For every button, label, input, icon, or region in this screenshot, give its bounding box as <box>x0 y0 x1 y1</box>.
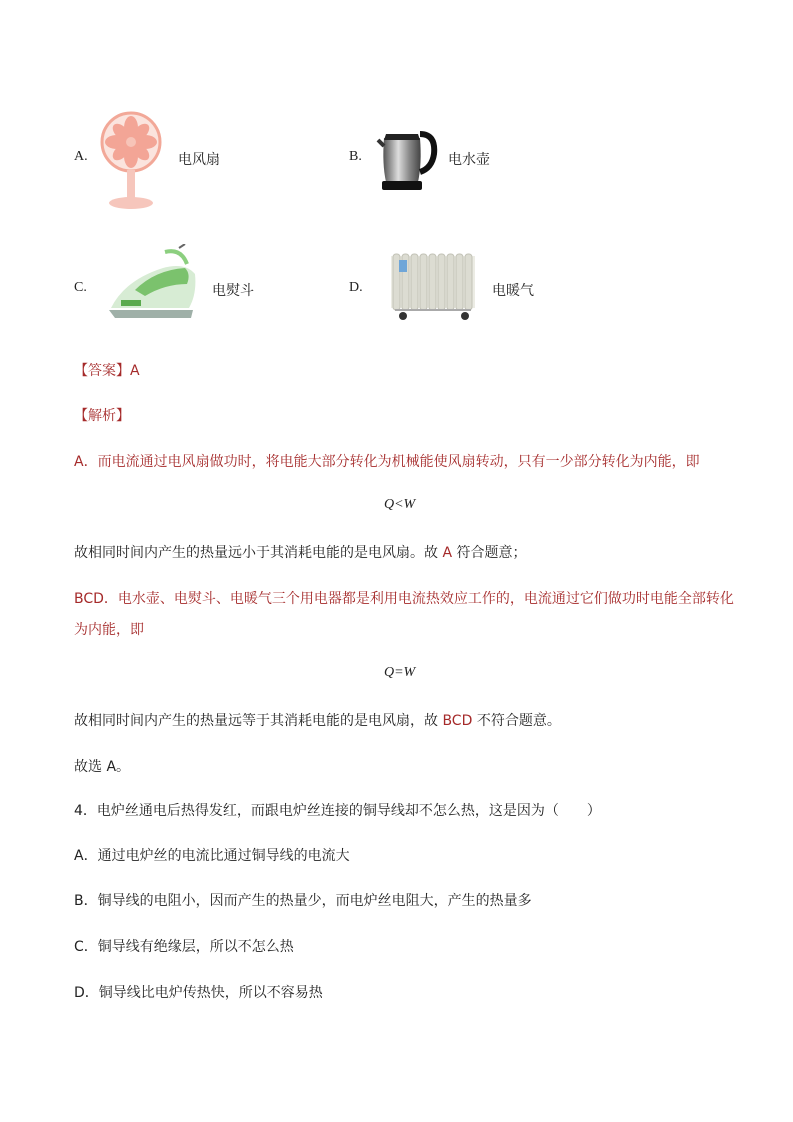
option-d-label: 电暖气 <box>492 283 534 299</box>
question4-choice-a: A．通过电炉丝的电流比通过铜导线的电流大 <box>74 848 350 864</box>
option-b-letter: B. <box>349 149 362 164</box>
a-conclusion-part2: A <box>442 545 453 561</box>
bcd-conclusion-part2: BCD <box>442 713 473 729</box>
option-c-letter: C. <box>74 280 87 295</box>
question4-stem: 4．电炉丝通电后热得发红，而跟电炉丝连接的铜导线却不怎么热，这是因为（ ） <box>74 803 601 819</box>
analysis-bcd-text-2: 为内能，即 <box>74 622 144 638</box>
answer-line <box>74 360 140 380</box>
formula-q-less-w: Q<W <box>384 497 416 512</box>
formula-q-equals-w: Q=W <box>384 665 416 680</box>
answer-value: A <box>130 363 140 379</box>
answer-tag: 【答案】 <box>74 363 130 379</box>
a-conclusion-part3: 符合题意； <box>452 545 527 561</box>
bcd-conclusion-part3: 不符合题意。 <box>472 713 561 729</box>
option-a-letter: A. <box>74 149 88 164</box>
option-b-label: 电水壶 <box>448 152 490 168</box>
question4-choice-b: B．铜导线的电阻小，因而产生的热量少，而电炉丝电阻大，产生的热量多 <box>74 893 532 909</box>
analysis-final: 故选 A。 <box>74 759 131 775</box>
question4-choice-c: C．铜导线有绝缘层，所以不怎么热 <box>74 939 294 955</box>
iron-image <box>105 244 201 326</box>
option-d-letter: D. <box>349 280 363 295</box>
kettle-image <box>376 124 438 192</box>
heater-image <box>385 250 481 322</box>
option-c-label: 电熨斗 <box>212 283 254 299</box>
a-conclusion-part1: 故相同时间内产生的热量远小于其消耗电能的是电风扇。故 <box>74 545 443 561</box>
question4-choice-d: D．铜导线比电炉传热快，所以不容易热 <box>74 985 323 1001</box>
analysis-a-text: A．而电流通过电风扇做功时，将电能大部分转化为机械能使风扇转动，只有一少部分转化为内能，即 <box>74 454 700 470</box>
fan-image <box>100 108 162 212</box>
analysis-a-conclusion <box>74 542 526 562</box>
analysis-bcd-conclusion <box>74 710 561 730</box>
bcd-conclusion-part1: 故相同时间内产生的热量远等于其消耗电能的是电风扇，故 <box>74 713 443 729</box>
option-a-label: 电风扇 <box>178 152 220 168</box>
analysis-tag: 【解析】 <box>74 408 130 424</box>
analysis-bcd-text-1: BCD．电水壶、电熨斗、电暖气三个用电器都是利用电流热效应工作的，电流通过它们做功时电能全部转化 <box>74 591 734 607</box>
